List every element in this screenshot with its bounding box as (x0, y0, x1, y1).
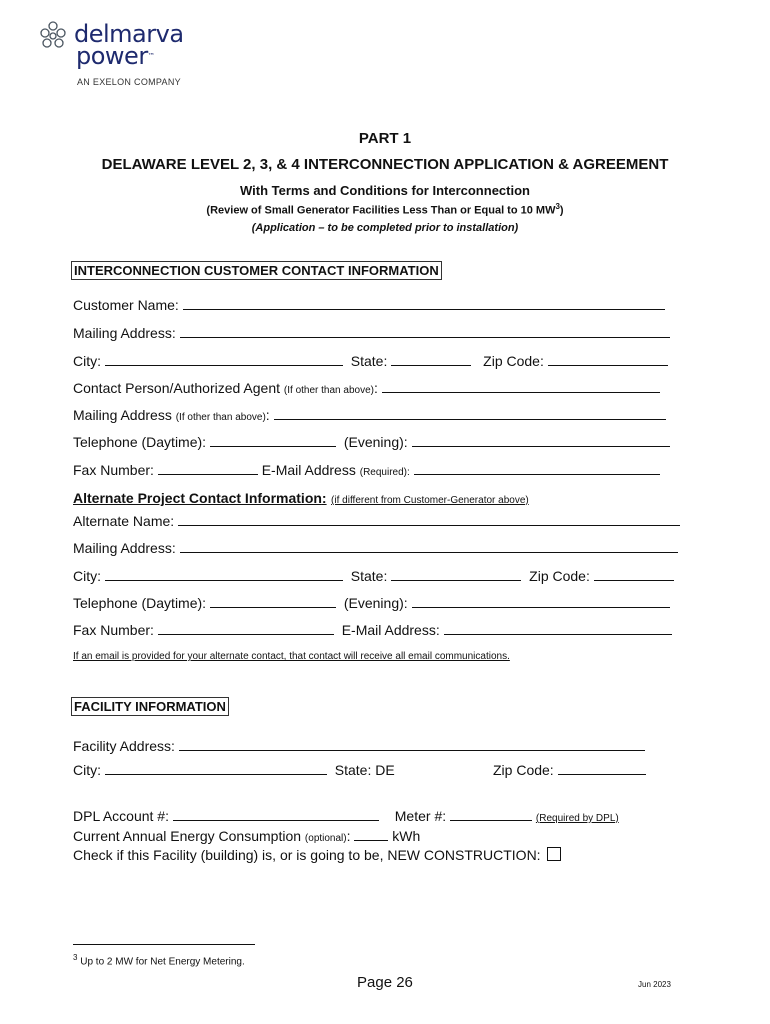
email-label: E-Mail Address (261, 462, 356, 478)
customer-name-row (73, 297, 665, 313)
logo-mark-icon (38, 20, 68, 54)
mailing-address-row (73, 325, 670, 341)
facility-city-row (73, 762, 395, 778)
state-field[interactable] (391, 353, 471, 366)
footnote-ref: 3 (555, 202, 560, 211)
facility-city-label: City: (73, 762, 101, 778)
meter-note: (Required by DPL) (535, 813, 619, 824)
telephone-field[interactable] (210, 434, 336, 447)
alt-mailing-address-row (73, 540, 678, 556)
city-label: City: (73, 353, 101, 369)
page-number: Page 26 (357, 974, 413, 991)
contact-person-label: Contact Person/Authorized Agent (73, 380, 281, 396)
mailing-address2-note: (If other than above) (175, 412, 266, 423)
alternate-name-field[interactable] (178, 513, 680, 526)
telephone-row (73, 434, 670, 450)
alternate-name-row (73, 513, 680, 529)
consumption-label: Current Annual Energy Consumption (73, 828, 302, 844)
mailing-address2-label: Mailing Address (73, 407, 172, 423)
alt-evening-label: (Evening): (343, 595, 408, 611)
mailing-address-label: Mailing Address: (73, 325, 176, 341)
logo-line1: delmarva (74, 20, 184, 48)
alt-state-label: State: (350, 568, 388, 584)
review-line (0, 202, 770, 217)
alt-fax-label: Fax Number: (73, 622, 154, 638)
alt-city-field[interactable] (105, 568, 343, 581)
facility-zip-field[interactable] (558, 762, 646, 775)
new-construction-label: Check if this Facility (building) is, or is going to be, NEW CONSTRUCTION: (73, 847, 541, 863)
evening-field[interactable] (412, 434, 670, 447)
account-label: DPL Account #: (73, 808, 169, 824)
alt-mailing-address-label: Mailing Address: (73, 540, 176, 556)
city-field[interactable] (105, 353, 343, 366)
company-logo (38, 20, 198, 90)
application-note: (Application – to be completed prior to installation) (251, 222, 519, 234)
facility-address-label: Facility Address: (73, 738, 175, 754)
mailing-address2-field[interactable] (274, 407, 666, 420)
meter-field[interactable] (450, 808, 532, 821)
fax-email-row (73, 462, 660, 481)
alt-telephone-field[interactable] (210, 595, 336, 608)
review-text: (Review of Small Generator Facilities Less Than or Equal to 10 MW (206, 204, 556, 217)
part-heading: PART 1 (358, 130, 412, 147)
contact-person-field[interactable] (382, 380, 660, 393)
alternate-heading-row (73, 490, 529, 508)
footnote-divider (73, 944, 255, 945)
document-subtitle: With Terms and Conditions for Interconnection (240, 183, 530, 198)
alternate-name-label: Alternate Name: (73, 513, 175, 529)
footnote (73, 953, 245, 967)
customer-name-label: Customer Name: (73, 297, 179, 313)
meter-label: Meter #: (394, 808, 447, 824)
footnote-text: Up to 2 MW for Net Energy Metering. (80, 956, 245, 968)
zip-label: Zip Code: (483, 353, 544, 369)
evening-label: (Evening): (343, 434, 408, 450)
alt-zip-field[interactable] (594, 568, 674, 581)
facility-section-heading: FACILITY INFORMATION (71, 697, 229, 716)
alt-fax-field[interactable] (158, 622, 334, 635)
facility-city-field[interactable] (105, 762, 327, 775)
state-label: State: (350, 353, 388, 369)
alt-city-label: City: (73, 568, 101, 584)
contact-person-row: Contact Person/Authorized Agent (If other than above): (73, 380, 660, 399)
facility-zip-label: Zip Code: (493, 762, 554, 778)
consumption-field[interactable] (354, 828, 388, 841)
contact-section-heading: INTERCONNECTION CUSTOMER CONTACT INFORMATION (71, 261, 442, 280)
consumption-note: (optional) (304, 833, 347, 844)
zip-field[interactable] (548, 353, 668, 366)
logo-line2-wrap (76, 44, 154, 68)
consumption-unit: kWh (392, 828, 421, 844)
fax-label: Fax Number: (73, 462, 154, 478)
consumption-row: Current Annual Energy Consumption (optional): kWh (73, 828, 421, 844)
mailing-address2-row: Mailing Address (If other than above): (73, 407, 666, 426)
alt-evening-field[interactable] (412, 595, 670, 608)
mailing-address-field[interactable] (180, 325, 670, 338)
alt-telephone-row (73, 595, 670, 611)
customer-name-field[interactable] (183, 297, 665, 310)
alternate-email-note: If an email is provided for your alternate contact, that contact will receive all email communications. (73, 651, 510, 662)
revision-date: Jun 2023 (638, 980, 671, 989)
footnote-number: 3 (73, 953, 78, 962)
alternate-heading-colon: : (321, 490, 327, 506)
new-construction-row (73, 847, 561, 863)
review-close: ) (559, 204, 564, 217)
facility-address-field[interactable] (179, 738, 645, 751)
document-title: DELAWARE LEVEL 2, 3, & 4 INTERCONNECTION APPLICATION & AGREEMENT (101, 156, 669, 173)
alt-city-state-zip-row (73, 568, 674, 584)
account-row (73, 808, 619, 827)
alt-zip-label: Zip Code: (529, 568, 590, 584)
logo-line2: power (76, 42, 148, 70)
telephone-label: Telephone (Daytime): (73, 434, 207, 450)
facility-zip-row (493, 762, 646, 778)
logo-tagline: AN EXELON COMPANY (77, 77, 181, 87)
alt-email-label: E-Mail Address: (341, 622, 440, 638)
facility-state-label: State: DE (334, 762, 395, 778)
alt-fax-email-row (73, 622, 672, 638)
contact-person-note: (If other than above) (283, 385, 374, 396)
alt-mailing-address-field[interactable] (180, 540, 678, 553)
email-note: (Required): (359, 467, 410, 478)
fax-field[interactable] (158, 462, 258, 475)
new-construction-checkbox[interactable] (547, 847, 561, 861)
alternate-heading-note: (if different from Customer-Generator above) (331, 495, 529, 506)
logo-trademark: ™ (147, 52, 155, 60)
facility-address-row (73, 738, 645, 754)
alt-email-field[interactable] (444, 622, 672, 635)
alt-telephone-label: Telephone (Daytime): (73, 595, 207, 611)
email-field[interactable] (414, 462, 660, 475)
alt-state-field[interactable] (391, 568, 521, 581)
city-state-zip-row (73, 353, 668, 369)
account-field[interactable] (173, 808, 379, 821)
alternate-heading: Alternate Project Contact Information (73, 490, 322, 506)
